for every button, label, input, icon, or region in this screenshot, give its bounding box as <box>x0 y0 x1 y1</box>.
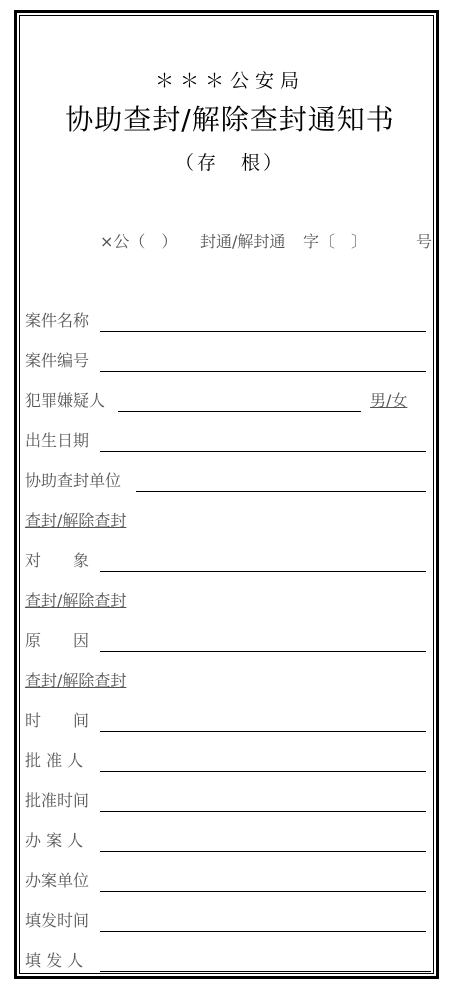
case-name-line[interactable] <box>100 331 426 332</box>
assisting-unit-label: 协助查封单位 <box>25 471 122 490</box>
case-number-label: 案件编号 <box>25 351 90 370</box>
reason-line[interactable] <box>100 651 426 652</box>
approval-time-label: 批准时间 <box>25 791 90 810</box>
object-section-header: 查封/解除查封 <box>25 511 127 530</box>
assisting-unit-line[interactable] <box>136 491 426 492</box>
time-section-header: 查封/解除查封 <box>25 671 127 690</box>
doc-number-label: 号 <box>416 232 433 251</box>
suspect-label: 犯罪嫌疑人 <box>25 391 106 410</box>
sex-options[interactable]: 男/女 <box>370 391 408 410</box>
document-subtitle: （存 根） <box>174 152 285 174</box>
birth-date-label: 出生日期 <box>25 431 90 450</box>
handler-label: 办 案 人 <box>25 831 84 850</box>
approver-line[interactable] <box>100 771 426 772</box>
approver-label: 批 准 人 <box>25 751 84 770</box>
object-line[interactable] <box>100 571 426 572</box>
case-name-label: 案件名称 <box>25 311 90 330</box>
filler-label: 填 发 人 <box>25 951 84 970</box>
time-label: 时 间 <box>25 711 90 730</box>
suspect-line[interactable] <box>118 411 361 412</box>
document-title: 协助查封/解除查封通知书 <box>65 103 395 136</box>
agency-name: ＊＊＊公安局 <box>154 70 305 92</box>
handler-line[interactable] <box>100 851 426 852</box>
reason-section-header: 查封/解除查封 <box>25 591 127 610</box>
doc-number-type: 封通/解封通 <box>200 232 286 251</box>
fill-time-label: 填发时间 <box>25 911 90 930</box>
case-number-line[interactable] <box>100 371 426 372</box>
reason-label: 原 因 <box>25 631 90 650</box>
handling-unit-line[interactable] <box>100 891 426 892</box>
approval-time-line[interactable] <box>100 811 426 812</box>
handling-unit-label: 办案单位 <box>25 871 90 890</box>
time-line[interactable] <box>100 731 426 732</box>
object-label: 对 象 <box>25 551 90 570</box>
birth-date-line[interactable] <box>100 451 426 452</box>
filler-line[interactable] <box>100 971 431 972</box>
doc-number-suffix: 字〔 〕 <box>303 232 368 251</box>
fill-time-line[interactable] <box>100 931 426 932</box>
doc-number-prefix: ×公（ ） <box>100 232 178 251</box>
